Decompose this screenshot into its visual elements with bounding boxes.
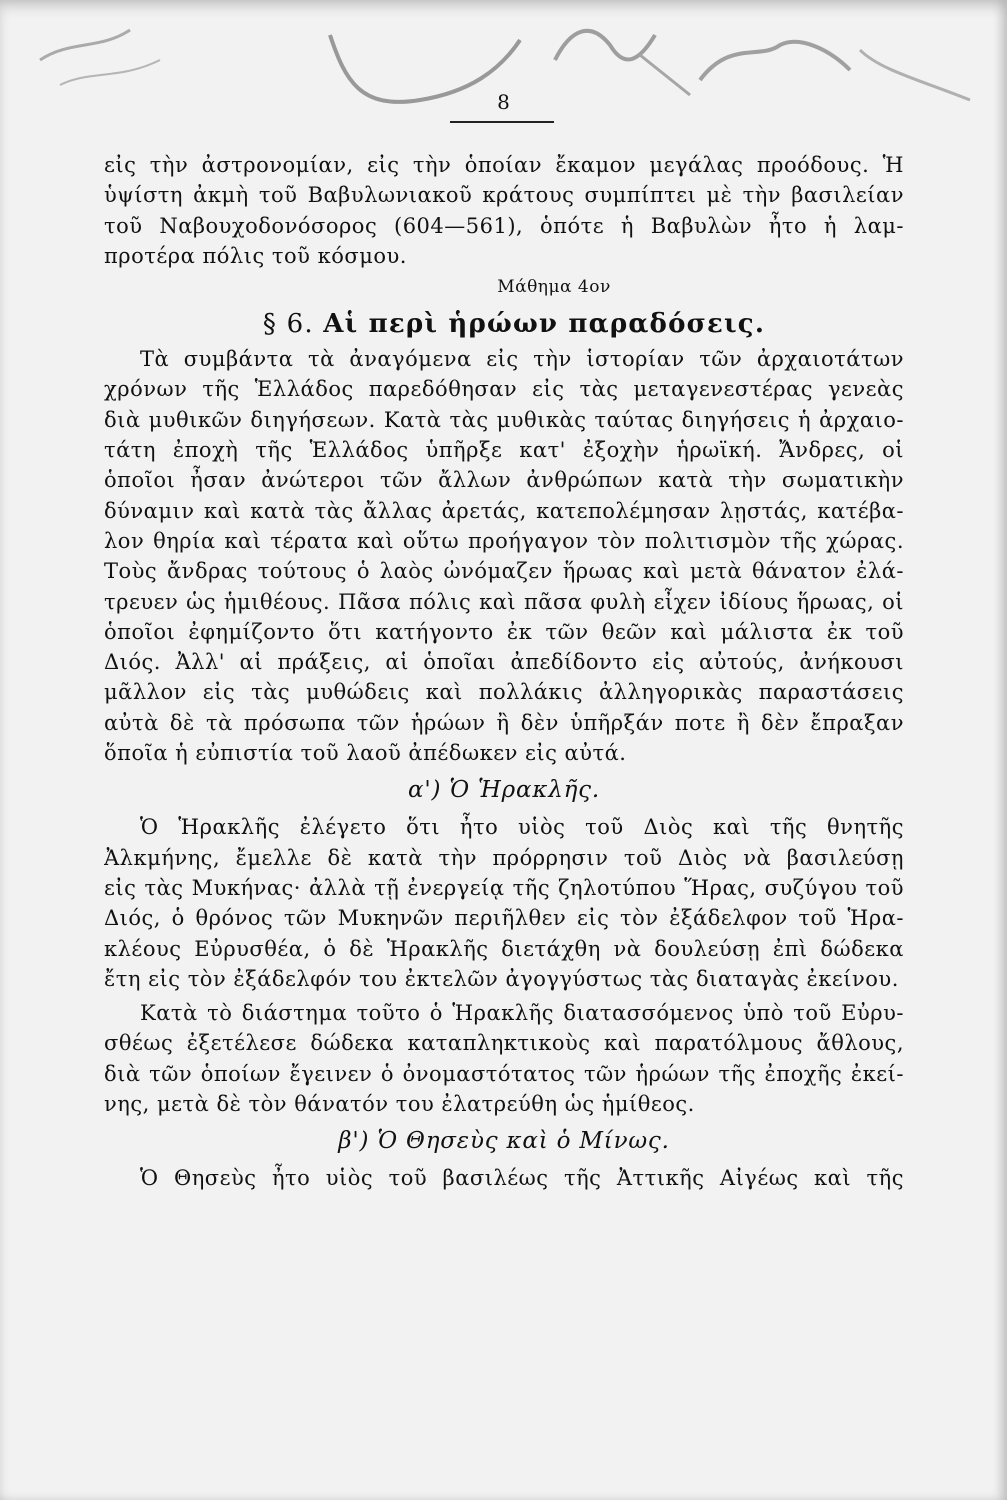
page-number: 8 <box>497 90 510 114</box>
text-line: νης, μετὰ δὲ τὸν θάνατόν του ἐλατρεύθη ὡς ἡμίθεος. <box>104 1092 695 1117</box>
section-paragraph <box>104 344 904 768</box>
text-line: διὰ τῶν ὁποίων ἔγεινεν ὁ ὀνομαστότατος τῶν ἡρώων τῆς ἐποχῆς ἐκεί- <box>104 1061 904 1086</box>
section-heading <box>104 304 904 344</box>
heracles-paragraph-2 <box>104 998 904 1119</box>
subsection-heading-theseus: β') Ὁ Θησεὺς καὶ ὁ Μίνως. <box>338 1128 670 1155</box>
text-line: τρευεν ὡς ἡμιθέους. Πᾶσα πόλις καὶ πᾶσα φυλὴ εἶχεν ἰδίους ἥρωας, οἱ <box>104 589 904 614</box>
page-number-rule <box>450 121 554 123</box>
text-line: εἰς τὰς Μυκήνας· ἀλλὰ τῇ ἐνεργείᾳ τῆς ζηλοτύπου Ἥρας, συζύγου τοῦ <box>104 875 904 900</box>
text-line: ὁποῖοι ἦσαν ἀνώτεροι τῶν ἄλλων ἀνθρώπων κατὰ τὴν σωματικὴν <box>104 468 904 493</box>
text-line: κλέους Εὐρυσθέα, ὁ δὲ Ἡρακλῆς διετάχθη νὰ δουλεύσῃ ἐπὶ δώδεκα <box>104 936 904 961</box>
text-line: διὰ μυθικῶν διηγήσεων. Κατὰ τὰς μυθικὰς ταύτας διηγήσεις ἡ ἀρχαιο- <box>104 407 904 432</box>
text-line: ὑψίστη ἀκμὴ τοῦ Βαβυλωνιακοῦ κράτους συμπίπτει μὲ τὴν βασιλείαν <box>104 183 904 208</box>
section-number: § 6. <box>262 309 314 340</box>
text-line: ἔτη εἰς τὸν ἐξάδελφόν του ἐκτελῶν ἀγογγύστως τὰς διαταγὰς ἐκείνου. <box>104 966 899 991</box>
theseus-paragraph-1 <box>104 1163 904 1193</box>
text-line: αὐτὰ δὲ τὰ πρόσωπα τῶν ἡρώων ἢ δὲν ὑπῆρξάν ποτε ἢ δὲν ἔπραξαν <box>104 710 904 735</box>
lesson-label: Μάθημα 4ον <box>497 277 611 298</box>
text-line: δύναμιν καὶ κατὰ τὰς ἄλλας ἀρετάς, κατεπολέμησαν λῃστάς, κατέβα- <box>104 498 904 523</box>
text-line: τοῦ Ναβουχοδονόσορος (604—561), ὁπότε ἡ Βαβυλὼν ἦτο ἡ λαμ- <box>104 213 904 238</box>
pencil-scribble-decoration <box>0 0 1007 140</box>
text-line: ὁποῖοι ἐφημίζοντο ὅτι κατήγοντο ἐκ τῶν θεῶν καὶ μάλιστα ἐκ τοῦ <box>104 619 904 644</box>
text-line: Τὰ συμβάντα τὰ ἀναγόμενα εἰς τὴν ἱστορίαν τῶν ἀρχαιοτάτων <box>140 347 904 372</box>
subsection-heading-heracles: α') Ὁ Ἡρακλῆς. <box>408 777 600 804</box>
text-line: Διός. Ἀλλ' αἱ πράξεις, αἱ ὁποῖαι ἀπεδίδοντο εἰς αὐτούς, ἀνήκουσι <box>104 650 904 675</box>
text-line: Κατὰ τὸ διάστημα τοῦτο ὁ Ἡρακλῆς διατασσόμενος ὑπὸ τοῦ Εὐρυ- <box>140 1001 904 1026</box>
page-body <box>104 150 904 1194</box>
section-title: Αἱ περὶ ἡρώων παραδόσεις. <box>323 309 766 340</box>
text-line: εἰς τὴν ἀστρονομίαν, εἰς τὴν ὁποίαν ἔκαμον μεγάλας προόδους. Ἡ <box>104 153 904 177</box>
text-line: μᾶλλον εἰς τὰς μυθώδεις καὶ πολλάκις ἀλληγορικὰς παραστάσεις <box>104 680 904 705</box>
text-line: χρόνων τῆς Ἑλλάδος παρεδόθησαν εἰς τὰς μεταγενεστέρας γενεὰς <box>104 377 904 402</box>
text-line: τάτη ἐποχὴ τῆς Ἑλλάδος ὑπῆρξε κατ' ἐξοχὴν ἡρωϊκή. Ἄνδρες, οἱ <box>104 438 904 463</box>
text-line: σθέως ἐξετέλεσε δώδεκα καταπληκτικοὺς καὶ παρατόλμους ἄθλους, <box>104 1031 904 1056</box>
text-line: προτέρα πόλις τοῦ κόσμου. <box>104 243 407 268</box>
text-line: Τοὺς ἄνδρας τούτους ὁ λαὸς ὠνόμαζεν ἥρωας καὶ μετὰ θάνατον ἐλά- <box>104 559 904 584</box>
text-line: Ὁ Θησεὺς ἦτο υἱὸς τοῦ βασιλέως τῆς Ἀττικῆς Αἰγέως καὶ τῆς <box>140 1166 904 1191</box>
text-line: ὅποῖα ἡ εὐπιστία τοῦ λαοῦ ἀπέδωκεν εἰς αὐτά. <box>104 741 627 766</box>
text-line: λον θηρία καὶ τέρατα καὶ οὕτω προήγαγον τὸν πολιτισμὸν τῆς χώρας. <box>104 528 904 553</box>
text-line: Ὁ Ἡρακλῆς ἐλέγετο ὅτι ἦτο υἱὸς τοῦ Διὸς καὶ τῆς θνητῆς <box>140 815 904 840</box>
text-line: Ἀλκμήνης, ἔμελλε δὲ κατὰ τὴν πρόρρησιν τοῦ Διὸς νὰ βασιλεύσῃ <box>104 845 904 870</box>
heracles-paragraph-1 <box>104 812 904 994</box>
text-line: Διός, ὁ θρόνος τῶν Μυκηνῶν περιῆλθεν εἰς τὸν ἐξάδελφον τοῦ Ἡρα- <box>104 906 904 931</box>
intro-paragraph <box>104 150 904 271</box>
